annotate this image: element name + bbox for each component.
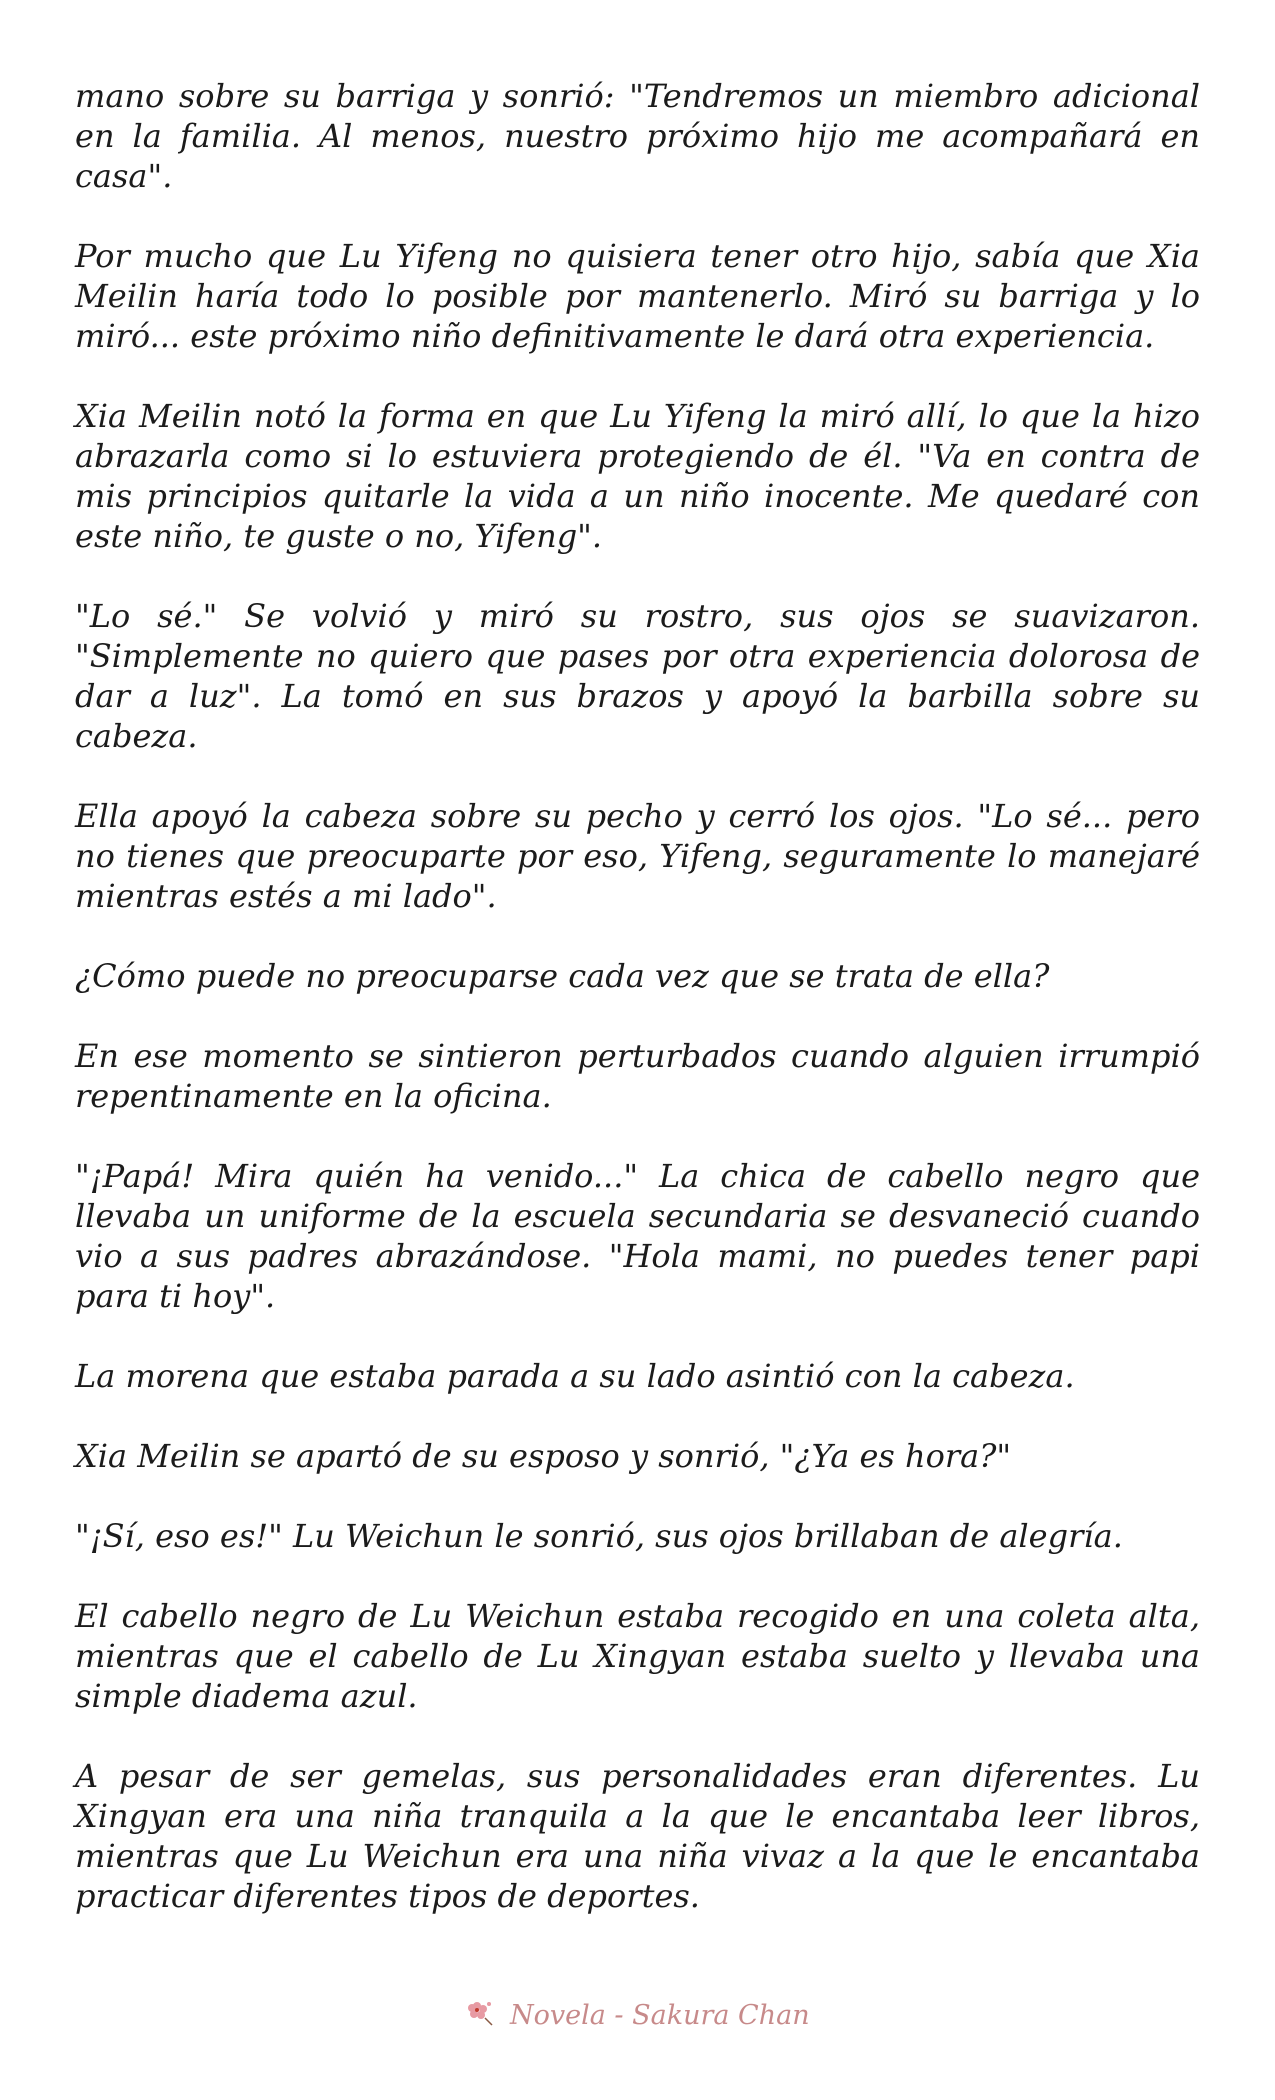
paragraph-9: La morena que estaba parada a su lado asintió con la cabeza. xyxy=(75,1357,1075,1395)
paragraph-1: mano sobre su barriga y sonrió: "Tendremos un miembro adicional en la familia. Al menos, nuestro próximo hijo me acompañará en casa". xyxy=(75,77,1200,195)
paragraph-4: "Lo sé." Se volvió y miró su rostro, sus ojos se suavizaron. "Simplemente no quiero que pases por otra experiencia dolorosa de dar a luz". La tomó en sus brazos y apoyó la barbilla sobre su cabeza. xyxy=(75,597,1200,755)
paragraph-10: Xia Meilin se apartó de su esposo y sonrió, "¿Ya es hora?" xyxy=(75,1437,1012,1475)
watermark-text: Novela - Sakura Chan xyxy=(509,2000,810,2031)
sakura-flower-icon xyxy=(465,1998,495,2028)
paragraph-6: ¿Cómo puede no preocuparse cada vez que se trata de ella? xyxy=(75,957,1050,995)
paragraph-5: Ella apoyó la cabeza sobre su pecho y cerró los ojos. "Lo sé... pero no tienes que preocuparte por eso, Yifeng, seguramente lo manejaré mientras estés a mi lado". xyxy=(75,797,1200,915)
document-body xyxy=(75,76,1200,1956)
watermark-footer xyxy=(0,1998,1275,2031)
paragraph-8: "¡Papá! Mira quién ha venido..." La chica de cabello negro que llevaba un uniforme de la escuela secundaria se desvaneció cuando vio a sus padres abrazándose. "Hola mami, no puedes tener papi para ti hoy". xyxy=(75,1157,1200,1315)
paragraph-3: Xia Meilin notó la forma en que Lu Yifeng la miró allí, lo que la hizo abrazarla como si lo estuviera protegiendo de él. "Va en contra de mis principios quitarle la vida a un niño inocente. Me quedaré con este niño, te guste o no, Yifeng". xyxy=(75,397,1200,555)
paragraph-11: "¡Sí, eso es!" Lu Weichun le sonrió, sus ojos brillaban de alegría. xyxy=(75,1517,1123,1555)
paragraph-12: El cabello negro de Lu Weichun estaba recogido en una coleta alta, mientras que el cabello de Lu Xingyan estaba suelto y llevaba una simple diadema azul. xyxy=(75,1597,1200,1715)
paragraph-7: En ese momento se sintieron perturbados cuando alguien irrumpió repentinamente en la oficina. xyxy=(75,1037,1200,1115)
paragraph-2: Por mucho que Lu Yifeng no quisiera tener otro hijo, sabía que Xia Meilin haría todo lo posible por mantenerlo. Miró su barriga y lo miró... este próximo niño definitivamente le dará otra experiencia. xyxy=(75,237,1200,355)
paragraph-13: A pesar de ser gemelas, sus personalidades eran diferentes. Lu Xingyan era una niña tranquila a la que le encantaba leer libros, mientras que Lu Weichun era una niña vivaz a la que le encantaba practicar diferentes tipos de deportes. xyxy=(75,1757,1200,1915)
